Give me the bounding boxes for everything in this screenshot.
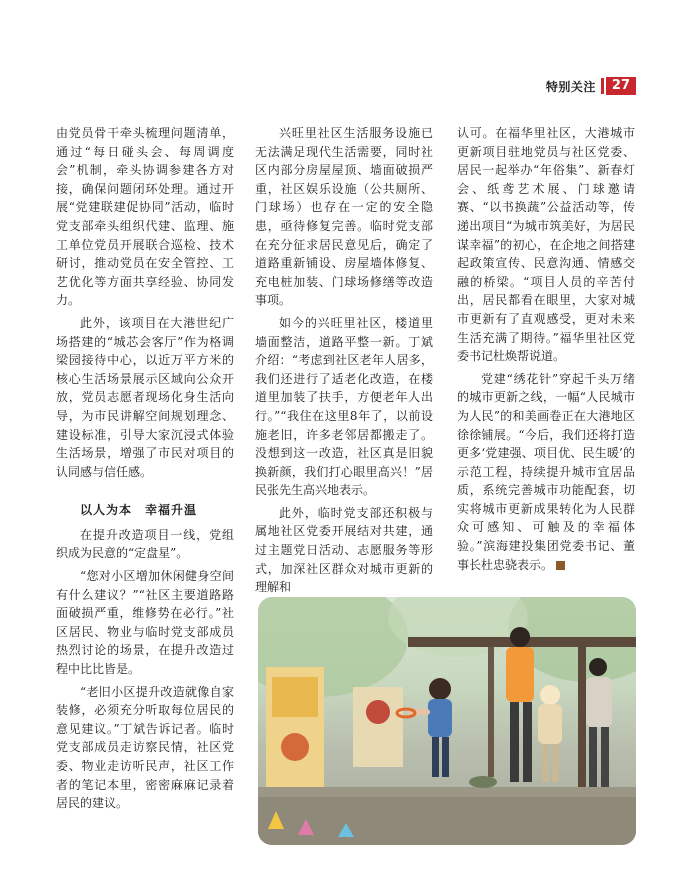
page-header xyxy=(546,76,636,96)
header-divider xyxy=(601,78,604,94)
paragraph: 此外，该项目在大港世纪广场搭建的“城芯会客厅”作为格调梁园接待中心，以近万平方米的核心生活场景展示区域向公众开放，党员志愿者现场化身生活向导，为市民讲解空间规划理念、建设标准，引导大家沉浸式体验生活场景，增强了市民对项目的认同感与信任感。 xyxy=(56,315,234,479)
section-label: 特别关注 xyxy=(545,79,596,94)
paragraph xyxy=(457,370,635,575)
column-3 xyxy=(457,124,635,594)
column-1 xyxy=(56,124,234,817)
paragraph: 兴旺里社区生活服务设施已无法满足现代生活需要，同时社区内部分房屋屋顶、墙面破损严重，社区娱乐设施（公共厕所、门球场）也存在一定的安全隐患，亟待修复完善。临时党支部在充分征求居民意见后，确定了道路重新铺设、房屋墙体修复、充电桩加装、门球场修缮等改造事项。 xyxy=(255,126,433,308)
page-number: 27 xyxy=(606,77,636,95)
section-subheading: 以人为本 幸福升温 xyxy=(80,503,198,518)
photo-illustration xyxy=(258,597,636,845)
paragraph: 认可。在福华里社区，大港城市更新项目驻地党员与社区党委、居民一起举办“年俗集”、新春灯会、纸鸢艺术展、门球邀请赛、“以书换蔬”公益活动等，传递出项目“为城市筑美好，为居民谋幸福”的初心，在企地之间搭建起政策宣传、民意沟通、情感交融的桥梁。“项目人员的辛苦付出，居民都看在眼里，大家对城市更新有了直观感受，更对未来生活充满了期待。”福华里社区党委书记杜焕帮说道。 xyxy=(457,126,635,364)
photo-children-playing-event xyxy=(258,597,636,845)
paragraph: “您对小区增加休闲健身空间有什么建议？”“社区主要道路路面破损严重，维修势在必行。”社区居民、物业与临时党支部成员热烈讨论的场景，在提升改造过程中比比皆是。 xyxy=(56,569,234,677)
paragraph-text: 党建“绣花针”穿起千头万绪的城市更新之线，一幅“人民城市为人民”的和美画卷正在大港地区徐徐铺展。“今后，我们还将打造更多‘党建强、项目优、民生暖’的示范工程，持续提升城市宜居品质，系统完善城市功能配套，切实将城市更新成果转化为人民群众可感知、可触及的幸福体验。”滨海建投集团党委书记、董事长杜忠骁表示。 xyxy=(457,371,635,572)
column-2 xyxy=(255,124,433,594)
paragraph: 如今的兴旺里社区，楼道里墙面整洁，道路平整一新。丁斌介绍：“考虑到社区老年人居多，我们还进行了适老化改造，在楼道里加装了扶手，方便老年人出行。”“我住在这里8年了，以前设施老旧，许多老邻居都搬走了。没想到这一改造，社区真是旧貌换新颜，我们打心眼里高兴！”居民张先生高兴地表示。 xyxy=(255,315,433,498)
paragraph: “老旧小区提升改造就像自家装修，必须充分听取每位居民的意见建议。”丁斌告诉记者。临时党支部成员走访察民情，社区党委、物业走访听民声，社区工作者的笔记本里，密密麻麻记录着居民的建议。 xyxy=(56,684,234,811)
paragraph: 此外，临时党支部还积极与属地社区党委开展结对共建，通过主题党日活动、志愿服务等形式，加深社区群众对城市更新的理解和 xyxy=(255,505,433,595)
paragraph: 由党员骨干牵头梳理问题清单，通过“每日碰头会、每周调度会”机制，牵头协调参建各方对接，确保问题闭环处理。通过开展“党建联建促协同”活动，临时党支部牵头组织代建、监理、施工单位党员开展联合巡检、技术研讨，推动党员在安全管控、工艺优化等方面共享经验、协同发力。 xyxy=(56,126,234,308)
end-mark-icon xyxy=(556,561,565,570)
paragraph: 在提升改造项目一线，党组织成为民意的“定盘星”。 xyxy=(56,527,234,561)
